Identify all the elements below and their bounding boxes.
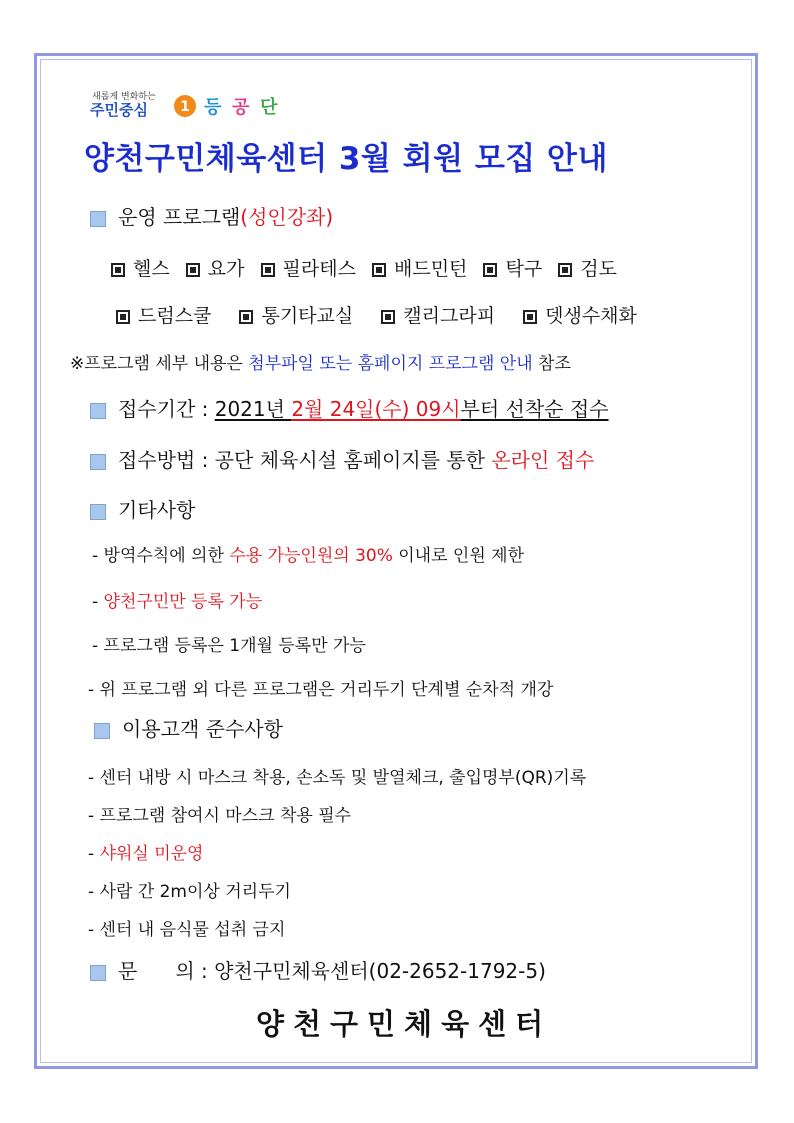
filled-box-icon (186, 263, 200, 277)
svg-text:단: 단 (260, 97, 278, 118)
program-item: 캘리그라피 (381, 305, 495, 327)
filled-box-icon (111, 263, 125, 277)
program-item: 헬스 (111, 258, 170, 280)
filled-box-icon (372, 263, 386, 277)
program-row-1 (111, 254, 617, 281)
program-item: 통기타교실 (239, 305, 353, 327)
rules-line-2: - 프로그램 참여시 마스크 착용 필수 (88, 806, 352, 826)
program-heading: 운영 프로그램(성인강좌) (90, 201, 333, 230)
bullet-square-icon (90, 965, 106, 981)
etc-line-1: - 방역수칙에 의한 수용 가능인원의 30% 이내로 인원 제한 (92, 546, 525, 566)
program-item: 요가 (186, 258, 245, 280)
rules-line-3: - 샤워실 미운영 (88, 844, 204, 864)
program-item: 뎃생수채화 (523, 305, 637, 327)
etc-heading: 기타사항 (90, 494, 195, 523)
filled-box-icon (381, 310, 395, 324)
contact-info: 문 의 : 양천구민체육센터(02-2652-1792-5) (90, 955, 546, 984)
etc-line-3: - 프로그램 등록은 1개월 등록만 가능 (92, 636, 366, 656)
filled-box-icon (483, 263, 497, 277)
program-note-link: 첨부파일 또는 홈페이지 프로그램 안내 (248, 354, 533, 374)
bullet-square-icon (90, 403, 106, 419)
filled-box-icon (261, 263, 275, 277)
period-date: 2월 24일(수) 09시 (291, 397, 461, 421)
logo-tagline: 새롭게 변화하는 (92, 92, 156, 102)
bullet-square-icon (90, 504, 106, 520)
rules-heading: 이용고객 준수사항 (94, 713, 283, 742)
filled-box-icon (558, 263, 572, 277)
rules-line-4: - 사람 간 2m이상 거리두기 (88, 882, 291, 902)
filled-box-icon (116, 310, 130, 324)
page-title: 양천구민체육센터 3월 회원 모집 안내 (84, 141, 608, 177)
svg-text:1: 1 (180, 99, 190, 115)
svg-text:등: 등 (204, 97, 222, 118)
application-period: 접수기간 : 2021년 2월 24일(수) 09시부터 선착순 접수 (90, 393, 609, 422)
svg-text:공: 공 (232, 97, 250, 118)
program-item: 탁구 (483, 258, 542, 280)
program-item: 검도 (558, 258, 617, 280)
bullet-square-icon (90, 454, 106, 470)
rules-line-1: - 센터 내방 시 마스크 착용, 손소독 및 발열체크, 출입명부(QR)기록 (88, 768, 587, 788)
program-heading-sub: (성인강좌) (240, 205, 334, 229)
method-highlight: 온라인 접수 (491, 448, 595, 472)
application-method: 접수방법 : 공단 체육시설 홈페이지를 통한 온라인 접수 (90, 444, 594, 473)
filled-box-icon (239, 310, 253, 324)
footer-organization: 양천구민체육센터 (256, 1007, 553, 1041)
filled-box-icon (523, 310, 537, 324)
etc-line-4: - 위 프로그램 외 다른 프로그램은 거리두기 단계별 순차적 개강 (88, 680, 554, 700)
program-item: 드럼스쿨 (116, 305, 211, 327)
program-row-2 (116, 301, 637, 328)
bullet-square-icon (90, 211, 106, 227)
etc-line-2: - 양천구민만 등록 가능 (92, 592, 263, 612)
program-item: 배드민턴 (372, 258, 467, 280)
rules-line-5: - 센터 내 음식물 섭취 금지 (88, 920, 286, 940)
logo-mark-icon (174, 93, 294, 119)
logo-name: 주민중심 (90, 101, 148, 119)
bullet-square-icon (94, 723, 110, 739)
program-note: ※프로그램 세부 내용은 첨부파일 또는 홈페이지 프로그램 안내 참조 (70, 354, 571, 374)
program-item: 필라테스 (261, 258, 356, 280)
